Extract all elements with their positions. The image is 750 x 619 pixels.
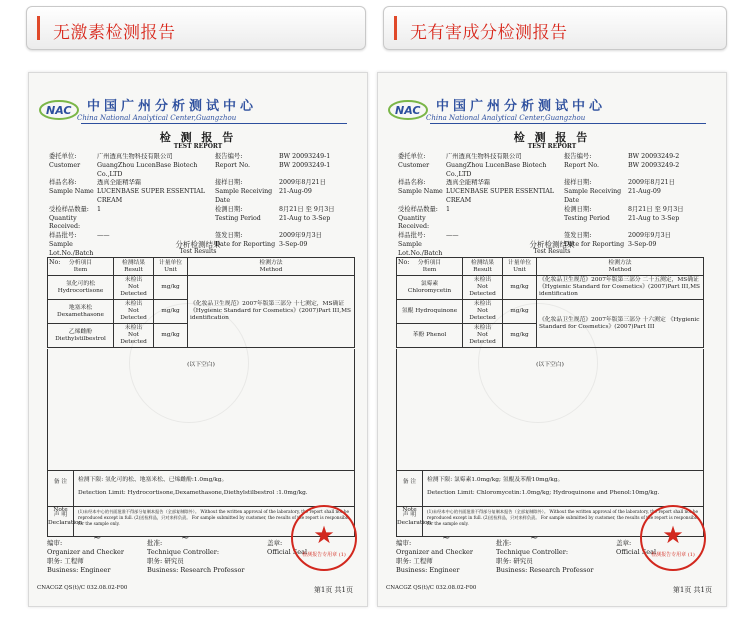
column-header: 检测方法 Method: [188, 258, 355, 276]
column-header: 计量单位 Unit: [503, 258, 537, 276]
info-field: 21-Aug to 3-Sep: [279, 214, 331, 222]
cell-unit: mg/kg: [154, 324, 188, 348]
org-name-cn: 中国广州分析测试中心: [87, 99, 258, 114]
info-field: Customer: [49, 161, 81, 169]
signature-field: 编审:: [396, 539, 412, 547]
info-field: Testing Period: [564, 214, 610, 222]
signature-field: 职务: 研究员: [147, 557, 184, 565]
accent-bar: [37, 16, 40, 40]
results-table: [396, 257, 704, 348]
cell-unit: mg/kg: [154, 300, 188, 324]
signature-field: Official Seal: [616, 548, 657, 556]
page-number: 第1页 共1页: [313, 586, 353, 594]
results-title-en: Test Results: [533, 248, 571, 255]
column-header: 计量单位 Unit: [154, 258, 188, 276]
table-header-row: [48, 258, 355, 276]
info-field: LUCENBASE SUPER ESSENTIAL CREAM: [446, 188, 554, 204]
doc-footer: [386, 585, 712, 595]
form-number: CNACGZ QS(t)/C 032.08.02-F00: [386, 585, 477, 591]
info-field: 接样日期:: [564, 179, 592, 187]
info-field: 透真全能精华霜: [446, 179, 491, 187]
signature-field: Business: Research Professor: [496, 566, 594, 574]
info-row: [49, 179, 353, 188]
signature-field: Business: Research Professor: [147, 566, 245, 574]
info-field: 2009年9月3日: [628, 232, 671, 240]
stamp-text: 检测报告专用章 (1): [302, 552, 346, 558]
info-field: 样品名称:: [49, 179, 77, 187]
info-row: [398, 215, 712, 233]
blank-area: [47, 349, 355, 471]
info-field: Sample Name: [49, 188, 94, 196]
info-field: BW 20093249-2: [628, 153, 680, 160]
page-number: 第1页 共1页: [672, 586, 712, 594]
cell-unit: mg/kg: [503, 276, 537, 300]
signature-field: Technique Controller:: [147, 548, 220, 556]
info-field: 受检样品数量:: [49, 205, 89, 213]
blank-area: [396, 349, 704, 471]
declaration-label: 声 明 Declaration: [48, 507, 74, 536]
accent-bar: [394, 16, 397, 40]
note-cn: 检测下限: 氢化可的松、地塞米松、已烯雌酚:1.0mg/kg。: [78, 477, 228, 483]
note-label: 备 注 Note: [48, 471, 74, 506]
stamp-text: 检测报告专用章 (1): [651, 552, 695, 558]
cell-method: 《化妆品卫生规范》2007年版第三部分 十六测定 《Hygienic Standard for Cosmetics》(2007)Part III: [537, 300, 704, 348]
cell-result: 未检出 Not Detected: [463, 300, 503, 324]
tab-hormone-free-report[interactable]: [26, 6, 366, 50]
info-field: 签发日期:: [215, 232, 243, 240]
table-row: [48, 276, 355, 300]
results-title-cn: 分析检测结果: [175, 240, 221, 249]
notes-box: [396, 471, 704, 513]
info-field: [446, 215, 564, 233]
info-field: Sample Receiving Date: [564, 188, 622, 204]
info-field: Testing Period: [215, 214, 261, 222]
note-label: 备 注 Note: [397, 471, 423, 506]
info-field: Sample Lot.No./Batch No:: [398, 240, 443, 266]
info-field: [97, 215, 215, 233]
signature-field: 编审:: [47, 539, 63, 547]
signature-field: Business: Engineer: [396, 566, 460, 574]
info-field: 8月21日 至 9月3日: [628, 205, 684, 213]
info-row: [398, 188, 712, 206]
notes-box: [47, 471, 355, 513]
info-field: 2009年8月21日: [628, 179, 675, 187]
org-name-cn: 中国广州分析测试中心: [436, 99, 607, 114]
cell-unit: mg/kg: [154, 276, 188, 300]
info-row: [398, 162, 712, 180]
signature-field: Official Seal: [267, 548, 308, 556]
info-field: 广州透真生物科技有限公司: [446, 153, 522, 160]
info-field: Date for Reporting: [564, 240, 625, 248]
signature-row: [47, 566, 353, 575]
cell-result: 未检出 Not Detected: [114, 324, 154, 348]
info-field: GuangZhou LucenBase Biotech Co.,LTD: [97, 161, 198, 178]
report-title-en: TEST REPORT: [173, 143, 223, 150]
declaration-text: (1)未经本中心的书面批准不得部分复制本报告（全部复制除外）。 Without the written approval of the laboratory, the report shall not be reproduced except in full. (2)送检样品，只对来样负责。 For sample submitted by customer, the results of the report is responsible for the sample only.: [78, 509, 350, 526]
info-field: 接样日期:: [215, 179, 243, 187]
table-row: [397, 300, 704, 324]
results-title-cn: 分析检测结果: [529, 240, 575, 249]
note-cn: 检测下限: 氯霉素1.0mg/kg; 氢醌及苯酚10mg/kg。: [427, 477, 564, 483]
header-divider: [430, 123, 706, 124]
signature-field: 职务: 工程师: [47, 557, 84, 565]
cell-result: 未检出 Not Detected: [463, 276, 503, 300]
info-field: Date for Reporting: [215, 240, 276, 248]
info-field: Sample Name: [398, 188, 443, 196]
cell-item: 氢化可的松 Hydrocortisone: [48, 276, 114, 300]
org-name-en: China National Analytical Center,Guangzhou: [77, 114, 237, 122]
tab-label: 无激素检测报告: [53, 23, 176, 43]
info-field: Report No.: [564, 161, 600, 169]
doc-footer: [37, 585, 353, 595]
blank-note: (以下空白): [536, 362, 564, 368]
cell-result: 未检出 Not Detected: [463, 324, 503, 348]
info-field: ——: [97, 232, 110, 240]
info-field: 21-Aug to 3-Sep: [628, 214, 680, 222]
svg-text:NAC: NAC: [46, 104, 72, 117]
info-field: Sample Receiving Date: [215, 188, 273, 204]
info-field: 3-Sep-09: [279, 240, 308, 248]
info-row: [49, 188, 353, 206]
star-stamp-icon: ★: [313, 521, 335, 549]
info-field: BW 20093249-1: [279, 161, 331, 169]
header-divider: [81, 123, 347, 124]
declaration-text: (1)未经本中心的书面批准不得部分复制本报告（全部复制除外）。 Without the written approval of the laboratory, the report shall not be reproduced except in full. (2)送检样品，只对来样负责。 For sample submitted by customer, the results of the report is responsible for the sample only.: [427, 509, 699, 526]
info-row: [398, 153, 712, 162]
tab-label: 无有害成分检测报告: [410, 23, 568, 43]
info-field: 1: [446, 205, 451, 213]
info-field: 报告编号:: [564, 153, 592, 160]
info-field: Quantity Received:: [398, 214, 430, 231]
info-field: 21-Aug-09: [628, 188, 661, 196]
info-field: 委托单位:: [398, 153, 426, 160]
info-field: BW 20093249-1: [279, 153, 331, 160]
info-field: Quantity Received:: [49, 214, 81, 231]
column-header: 检测结果 Result: [114, 258, 154, 276]
form-number: CNACGZ QS(t)/C 032.08.02-F00: [37, 585, 128, 591]
handwritten-signature: ~: [530, 533, 539, 544]
cell-item: 氯霉素 Chloromycetin: [397, 276, 463, 300]
info-field: 2009年8月21日: [279, 179, 326, 187]
info-field: 21-Aug-09: [279, 188, 312, 196]
info-row: [398, 179, 712, 188]
info-field: Report No.: [215, 161, 251, 169]
note-en: Detection Limit: Chloromycetin:1.0mg/kg; Hydroquinone and Phenol:10mg/kg.: [427, 490, 660, 496]
info-row: [49, 162, 353, 180]
tab-harmless-ingredients-report[interactable]: [383, 6, 727, 50]
info-row: [49, 215, 353, 233]
cell-method: 《化妆品卫生规范》2007年版第三部分 十七测定，MS确证 《Hygienic Standard for Cosmetics》(2007)Part III,MS identification: [188, 276, 355, 348]
info-field: Customer: [398, 161, 430, 169]
signature-field: Organizer and Checker: [47, 548, 125, 556]
cell-item: 苯酚 Phenol: [397, 324, 463, 348]
svg-text:NAC: NAC: [395, 104, 421, 117]
info-field: Sample Lot.No./Batch No:: [49, 240, 94, 266]
official-stamp: [640, 505, 706, 571]
info-row: [49, 153, 353, 162]
handwritten-signature: ~: [181, 533, 190, 544]
results-title-en: Test Results: [179, 248, 217, 255]
official-stamp: [291, 505, 357, 571]
info-field: LUCENBASE SUPER ESSENTIAL CREAM: [97, 188, 205, 204]
cell-item: 乙烯雌酚 Diethylstilbestrol: [48, 324, 114, 348]
report-title-cn: 检 测 报 告: [513, 131, 591, 144]
signature-field: 盖章:: [267, 539, 283, 547]
report-title-cn: 检 测 报 告: [159, 131, 237, 144]
info-field: 检测日期:: [215, 205, 243, 213]
info-field: 样品名称:: [398, 179, 426, 187]
handwritten-signature: ~: [93, 533, 102, 544]
cell-result: 未检出 Not Detected: [114, 276, 154, 300]
declaration-label: 声 明 Declaration: [397, 507, 423, 536]
signature-field: 盖章:: [616, 539, 632, 547]
cell-unit: mg/kg: [503, 300, 537, 324]
cell-unit: mg/kg: [503, 324, 537, 348]
info-field: 2009年9月3日: [279, 232, 322, 240]
info-field: 检测日期:: [564, 205, 592, 213]
signature-field: 批准:: [496, 539, 512, 547]
info-field: 3-Sep-09: [628, 240, 657, 248]
note-en: Detection Limit: Hydrocortisone,Dexamethasone,Diethylstilbestrol :1.0mg/kg.: [78, 490, 308, 496]
signature-field: 职务: 工程师: [396, 557, 433, 565]
table-row: [397, 276, 704, 300]
column-header: 检测方法 Method: [537, 258, 704, 276]
info-field: 1: [97, 205, 102, 213]
signature-field: Business: Engineer: [47, 566, 111, 574]
info-field: 签发日期:: [564, 232, 592, 240]
handwritten-signature: ~: [442, 533, 451, 544]
signature-field: 批准:: [147, 539, 163, 547]
star-stamp-icon: ★: [662, 521, 684, 549]
signature-field: Technique Controller:: [496, 548, 569, 556]
info-field: 受检样品数量:: [398, 205, 438, 213]
blank-note: (以下空白): [187, 362, 215, 368]
info-row: [49, 206, 353, 215]
results-table: [47, 257, 355, 348]
cell-method: 《化妆品卫生规范》2007年版第三部分 二十五测定，MS确证 《Hygienic Standard for Cosmetics》(2007)Part III,MS identification: [537, 276, 704, 300]
harmless-ingredients-report-document: [377, 72, 727, 607]
org-name-en: China National Analytical Center,Guangzhou: [426, 114, 586, 122]
column-header: 检测结果 Result: [463, 258, 503, 276]
info-field: 报告编号:: [215, 153, 243, 160]
hormone-free-report-document: [28, 72, 368, 607]
info-field: 委托单位:: [49, 153, 77, 160]
signature-field: 职务: 研究员: [496, 557, 533, 565]
signature-field: Organizer and Checker: [396, 548, 474, 556]
cell-result: 未检出 Not Detected: [114, 300, 154, 324]
info-field: ——: [446, 232, 459, 240]
info-field: 样品批号:: [398, 232, 426, 240]
column-header: 分析项目 Item: [48, 258, 114, 276]
info-field: 样品批号:: [49, 232, 77, 240]
info-field: 透真全能精华霜: [97, 179, 142, 187]
info-field: GuangZhou LucenBase Biotech Co.,LTD: [446, 161, 547, 178]
info-field: BW 20093249-2: [628, 161, 680, 169]
report-title-en: TEST REPORT: [527, 143, 577, 150]
cell-item: 地塞米松 Dexamethasone: [48, 300, 114, 324]
column-header: 分析项目 Item: [397, 258, 463, 276]
info-field: 8月21日 至 9月3日: [279, 205, 335, 213]
table-header-row: [397, 258, 704, 276]
cell-item: 氢醌 Hydroquinone: [397, 300, 463, 324]
info-field: 广州透真生物科技有限公司: [97, 153, 173, 160]
info-row: [398, 206, 712, 215]
